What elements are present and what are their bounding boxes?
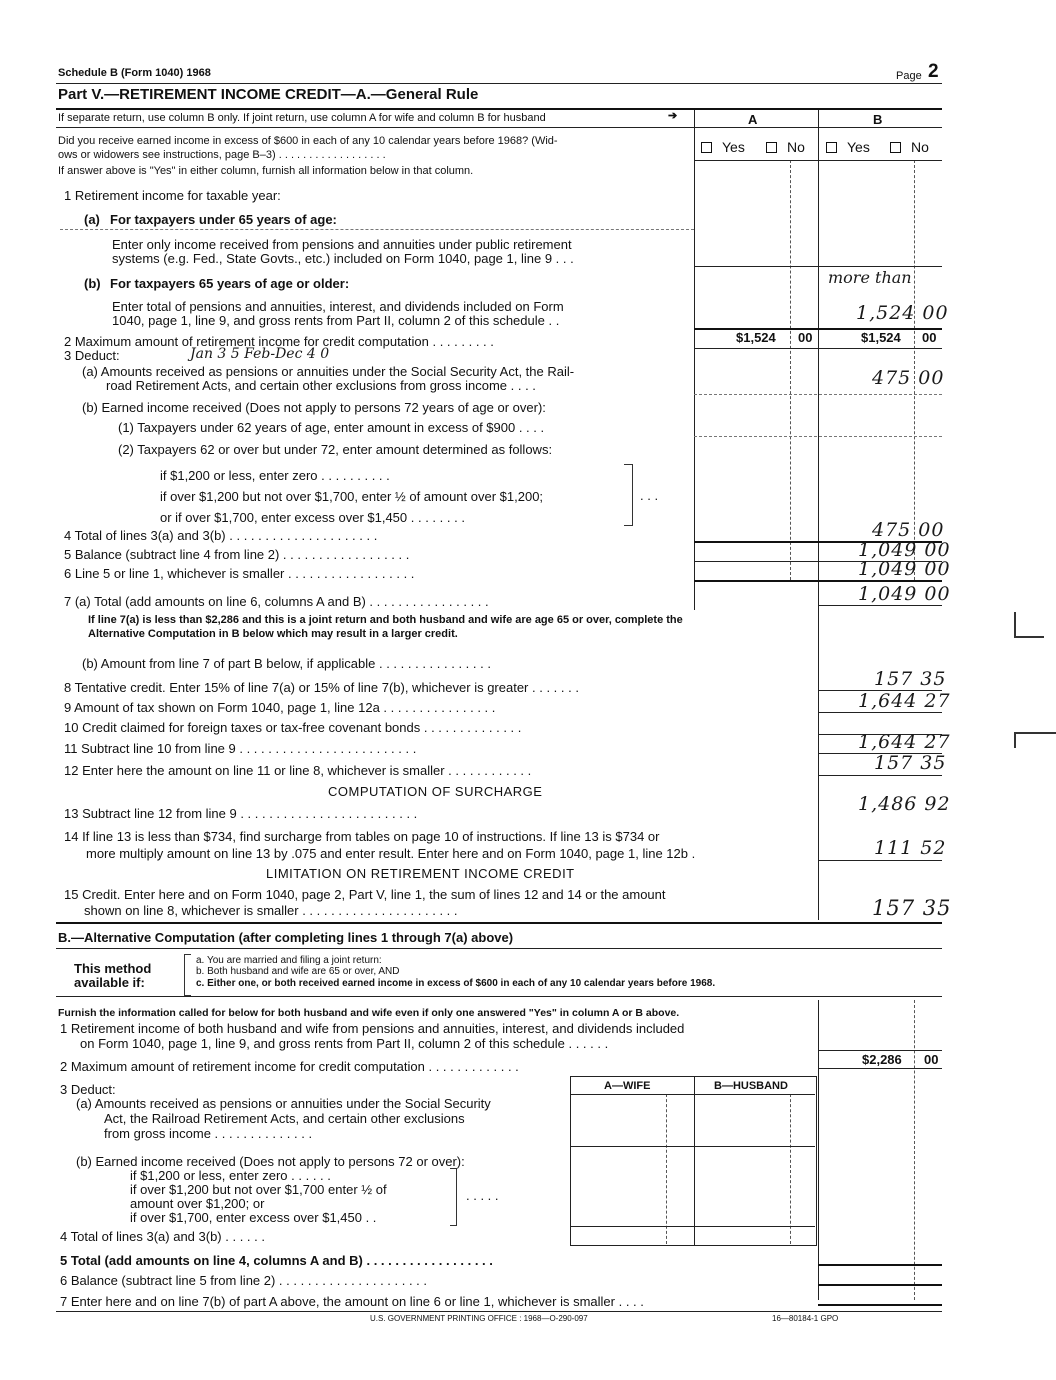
line-12-amount: 157 35	[874, 752, 947, 774]
b-line-3b-text-1: (b) Earned income received (Does not apply to persons 72 or over):	[76, 1154, 465, 1169]
b-line-6-rule	[818, 1284, 942, 1286]
b-amount-cents-divider	[914, 1000, 915, 1300]
line-14-text-1: 14 If line 13 is less than $734, find surcharge from tables on page 10 of instructions. If line 13 is $734 or	[64, 829, 660, 844]
wife-husband-3a-rule	[570, 1146, 815, 1147]
b-line-3b-text-2: if $1,200 or less, enter zero . . . . . .	[130, 1168, 331, 1183]
condition-c: c. Either one, or both received earned income in excess of $600 in each of any 10 calendar years before 1968.	[196, 978, 716, 989]
footer-rule	[56, 1311, 942, 1312]
line-15-text-1: 15 Credit. Enter here and on Form 1040, page 2, Part V, line 1, the sum of lines 12 and 14 or the amount	[64, 887, 666, 902]
line-1b-handwritten-note: more than	[828, 268, 912, 287]
col-a-yes-label: Yes	[722, 139, 745, 155]
b-line-2-rule	[818, 1068, 942, 1069]
line-11-label: 11 Subtract line 10 from line 9 . . . . . . . . . . . . . . . . . . . . . . . . .	[64, 741, 417, 756]
line-14-text-2: more multiply amount on line 13 by .075 and enter result. Enter here and on Form 1040, page 1, line 12b .	[86, 846, 696, 861]
column-instruction: If separate return, use column B only. If joint return, use column A for wife and column B for husband	[58, 112, 546, 124]
scan-mark-right-2	[1014, 732, 1056, 748]
part-b-title-rule	[56, 948, 942, 949]
line-3-handwritten-note: Jan 3 5 Feb-Dec 4 0	[190, 346, 330, 362]
col-husband-header: B—HUSBAND	[714, 1080, 788, 1092]
line-6-col-b-amount: 1,049 00	[858, 558, 951, 580]
col-a-no-checkbox[interactable]	[766, 142, 777, 153]
condition-a: a. You are married and filing a joint return:	[196, 955, 382, 966]
line-7b-label: (b) Amount from line 7 of part B below, if applicable . . . . . . . . . . . . . . . .	[82, 656, 491, 671]
header-rule	[56, 83, 942, 84]
question-line-3: If answer above is "Yes" in either column, furnish all information below in that column.	[58, 165, 474, 177]
part-b-title: B.—Alternative Computation (after completing lines 1 through 7(a) above)	[58, 930, 514, 945]
b-line-3a-text-2: Act, the Railroad Retirement Acts, and certain other exclusions	[104, 1111, 465, 1126]
b-line-3-label: 3 Deduct:	[60, 1082, 116, 1097]
b-line-3a-text-1: (a) Amounts received as pensions or annuities under the Social Security	[76, 1096, 491, 1111]
b-line-6-label: 6 Balance (subtract line 5 from line 2) . . . . . . . . . . . . . . . . . . . . .	[60, 1273, 428, 1288]
b-line-3b-brace	[450, 1168, 457, 1226]
line-1b-label: For taxpayers 65 years of age or older:	[110, 276, 350, 291]
line-13-label: 13 Subtract line 12 from line 9 . . . . . . . . . . . . . . . . . . . . . . . . .	[64, 806, 418, 821]
line-9-label: 9 Amount of tax shown on Form 1040, page 1, line 12a . . . . . . . . . . . . . . . .	[64, 700, 496, 715]
b-amount-left-border	[818, 1000, 819, 1300]
b-line-7-rule	[818, 1304, 942, 1306]
b-line-1-text-2: on Form 1040, page 1, line 9, and gross rents from Part II, column 2 of this schedule . . . . . .	[80, 1036, 609, 1051]
b-line-5-label: 5 Total (add amounts on line 4, columns A and B) . . . . . . . . . . . . . . . . . .	[60, 1253, 493, 1268]
line-9-rule	[818, 712, 942, 713]
line-2-rule	[694, 348, 942, 349]
part-title: Part V.—RETIREMENT INCOME CREDIT—A.—General Rule	[58, 86, 479, 103]
line-1b-text-1: Enter total of pensions and annuities, interest, and dividends included on Form	[112, 299, 564, 314]
column-a-header: A	[748, 112, 758, 127]
line-3b2-leader-dots: . . .	[640, 488, 659, 503]
scan-mark-right-1	[1014, 612, 1044, 638]
col-a-yes-checkbox[interactable]	[701, 142, 712, 153]
page-label: Page	[896, 70, 922, 82]
line-3a-col-b-amount: 475 00	[872, 367, 945, 389]
limitation-title: LIMITATION ON RETIREMENT INCOME CREDIT	[266, 866, 575, 881]
b-line-7-label: 7 Enter here and on line 7(b) of part A above, the amount on line 6 or line 1, whichever is smaller . . . .	[60, 1294, 644, 1309]
column-b-header: B	[873, 112, 883, 127]
line-1a-rule	[60, 229, 694, 230]
line-8-label: 8 Tentative credit. Enter 15% of line 7(a) or 15% of line 7(b), whichever is greater . . . . . . .	[64, 680, 579, 695]
part-title-rule	[56, 108, 942, 110]
col-ab-divider	[818, 110, 819, 580]
line-8-amount: 157 35	[874, 668, 947, 690]
condition-b: b. Both husband and wife are 65 or over, AND	[196, 966, 400, 977]
line-13-amount: 1,486 92	[858, 793, 951, 815]
form-name: Schedule B (Form 1040) 1968	[58, 67, 211, 79]
b-line-2-label: 2 Maximum amount of retirement income for credit computation . . . . . . . . . . . . .	[60, 1059, 519, 1074]
col-a-no-label: No	[787, 139, 805, 155]
furnish-note: Furnish the information called for below for both husband and wife even if only one answered "Yes" in column A or B above.	[58, 1007, 680, 1019]
line-2-col-a-amount: $1,524	[736, 330, 776, 345]
part-a-bottom-rule	[56, 922, 942, 924]
col-wife-header: A—WIFE	[604, 1080, 651, 1092]
question-line-2: ows or widowers see instructions, page B–3) . . . . . . . . . . . . . . . . . .	[58, 149, 386, 161]
line-2-col-b-cents: 00	[922, 330, 937, 345]
line-3b2-option-a: if $1,200 or less, enter zero . . . . . . . . . .	[160, 468, 390, 483]
col-b-no-checkbox[interactable]	[890, 142, 901, 153]
line-1b-amount-rule	[694, 328, 942, 330]
line-3b2-option-c: or if over $1,700, enter excess over $1,450 . . . . . . . .	[160, 510, 465, 525]
line-1-label: 1 Retirement income for taxable year:	[64, 188, 281, 203]
conditions-rule	[56, 996, 942, 997]
b-line-2-cents: 00	[924, 1052, 939, 1067]
line-7a-amount: 1,049 00	[858, 583, 951, 605]
line-3b2-label: (2) Taxpayers 62 or over but under 72, enter amount determined as follows:	[118, 442, 553, 457]
line-7-note-1: If line 7(a) is less than $2,286 and this is a joint return and both husband and wife are age 65 or over, complete the	[88, 614, 683, 626]
line-1a-label: For taxpayers under 65 years of age:	[110, 212, 337, 227]
col-a-cents-divider	[790, 160, 791, 580]
line-3a-rule	[694, 394, 942, 395]
line-3a-text-1: (a) Amounts received as pensions or annuities under the Social Security Act, the Rail-	[82, 364, 575, 379]
col-b-yes-label: Yes	[847, 139, 870, 155]
method-label-2: available if:	[74, 975, 145, 990]
line-3b1-label: (1) Taxpayers under 62 years of age, enter amount in excess of $900 . . . .	[118, 420, 545, 435]
printer-note: U.S. GOVERNMENT PRINTING OFFICE : 1968—O-290-097	[370, 1314, 588, 1323]
line-1b-marker: (b)	[84, 276, 101, 291]
husband-cents-divider	[790, 1094, 791, 1244]
line-3b1-rule	[694, 436, 942, 437]
line-2-label: 2 Maximum amount of retirement income for credit computation . . . . . . . . .	[64, 334, 494, 349]
line-3b2-brace	[624, 464, 633, 526]
line-1a-text-2: systems (e.g. Fed., State Govts., etc.) included on Form 1040, page 1, line 9 . . .	[112, 251, 574, 266]
line-2-col-a-cents: 00	[798, 330, 813, 345]
method-brace	[184, 954, 191, 996]
b-line-3b-text-5: if over $1,700, enter excess over $1,450 . .	[130, 1210, 377, 1225]
line-1b-col-b-amount: 1,524 00	[856, 302, 949, 324]
line-15-text-2: shown on line 8, whichever is smaller . . . . . . . . . . . . . . . . . . . . . .	[84, 903, 458, 918]
line-4-label: 4 Total of lines 3(a) and 3(b) . . . . . . . . . . . . . . . . . . . . .	[64, 528, 378, 543]
question-line-1: Did you receive earned income in excess of $600 in each of any 10 calendar years before 1968? (Wid-	[58, 135, 558, 147]
wife-husband-header-rule	[570, 1094, 815, 1095]
line-10-label: 10 Credit claimed for foreign taxes or tax-free covenant bonds . . . . . . . . . . . . . .	[64, 720, 522, 735]
arrow-right-icon: ➔	[668, 110, 678, 122]
line-1b-text-2: 1040, page 1, line 9, and gross rents from Part II, column 2 of this schedule . .	[112, 313, 560, 328]
surcharge-title: COMPUTATION OF SURCHARGE	[328, 784, 543, 799]
line-6-label: 6 Line 5 or line 1, whichever is smaller . . . . . . . . . . . . . . . . . .	[64, 566, 415, 581]
b-line-3a-text-3: from gross income . . . . . . . . . . . . . .	[104, 1126, 313, 1141]
wife-cents-divider	[666, 1094, 667, 1244]
line-7a-label: 7 (a) Total (add amounts on line 6, columns A and B) . . . . . . . . . . . . . . . . .	[64, 594, 489, 609]
b-line-3b-text-4: amount over $1,200; or	[130, 1196, 265, 1211]
line-3b-label: (b) Earned income received (Does not apply to persons 72 years of age or over):	[82, 400, 546, 415]
line-11-amount: 1,644 27	[858, 731, 951, 753]
line-1a-marker: (a)	[84, 212, 100, 227]
b-line-3b-text-3: if over $1,200 but not over $1,700 enter ½ of	[130, 1182, 387, 1197]
line-15-amount: 157 35	[872, 896, 952, 920]
line-3a-text-2: road Retirement Acts, and certain other exclusions from gross income . . . .	[106, 378, 536, 393]
line-14-rule	[818, 860, 942, 861]
line-7-note-2: Alternative Computation in B below which may result in a larger credit.	[88, 628, 458, 640]
right-amount-border	[818, 580, 819, 920]
line-3b2-option-b: if over $1,200 but not over $1,700, enter ½ of amount over $1,200;	[160, 489, 544, 504]
line-9-amount: 1,644 27	[858, 690, 951, 712]
column-header-rule	[56, 127, 942, 128]
b-line-5-rule	[818, 1264, 942, 1266]
question-rule	[694, 160, 942, 161]
b-line-2-amount: $2,286	[862, 1052, 902, 1067]
line-1a-amount-rule	[694, 266, 942, 267]
line-12-label: 12 Enter here the amount on line 11 or line 8, whichever is smaller . . . . . . . . . . . .	[64, 763, 532, 778]
page-number: 2	[928, 61, 939, 82]
line-5-label: 5 Balance (subtract line 4 from line 2) . . . . . . . . . . . . . . . . . .	[64, 547, 410, 562]
line-14-amount: 111 52	[874, 837, 947, 859]
line-1a-text-1: Enter only income received from pensions and annuities under public retirement	[112, 237, 572, 252]
form-code: 16—80184-1 GPO	[772, 1314, 839, 1323]
b-line-1-rule	[818, 1050, 942, 1051]
line-7a-rule	[818, 605, 942, 606]
line-12-rule	[818, 775, 942, 776]
col-b-no-label: No	[911, 139, 929, 155]
method-label-1: This method	[74, 961, 152, 976]
col-a-left-border	[694, 110, 695, 610]
wife-husband-3b-rule	[570, 1226, 815, 1227]
line-2-col-b-amount: $1,524	[861, 330, 901, 345]
line-3-label: 3 Deduct:	[64, 348, 120, 363]
b-line-3b-leader-dots: . . . . .	[466, 1188, 499, 1203]
line-6-rule	[694, 580, 942, 582]
line-4-col-b-amount: 475 00	[872, 519, 945, 541]
line-5-col-b-amount: 1,049 00	[858, 539, 951, 561]
b-line-4-label: 4 Total of lines 3(a) and 3(b) . . . . . .	[60, 1229, 265, 1244]
b-line-1-text-1: 1 Retirement income of both husband and wife from pensions and annuities, interest, and dividends included	[60, 1021, 685, 1036]
wife-husband-divider	[694, 1076, 695, 1245]
col-b-yes-checkbox[interactable]	[826, 142, 837, 153]
